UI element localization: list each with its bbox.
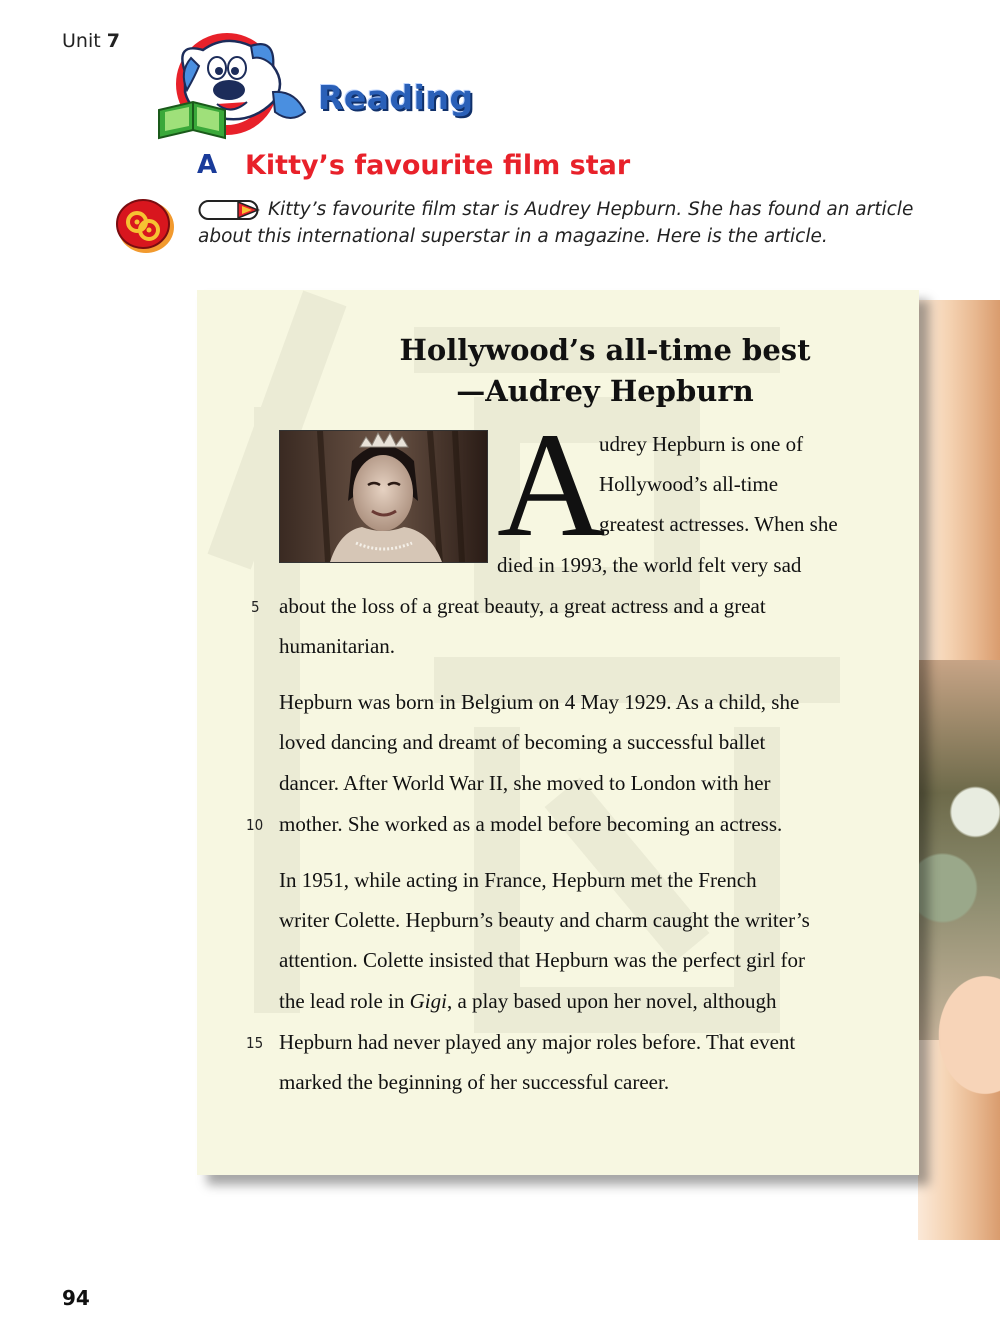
- article-line-14: [279, 989, 776, 1014]
- page-number: 94: [62, 1286, 90, 1310]
- line-number-10: 10: [246, 816, 264, 834]
- article-line-7: Hepburn was born in Belgium on 4 May 1929. As a child, she: [279, 690, 800, 714]
- article-play-title: Gigi: [409, 989, 447, 1013]
- intro-text: [198, 196, 918, 250]
- background-photo: [918, 300, 1000, 1240]
- article-dropcap: A: [497, 402, 606, 568]
- line-number-5: 5: [251, 598, 260, 616]
- article-line-13: attention. Colette insisted that Hepburn was the perfect girl for: [279, 948, 806, 972]
- article-line-5: about the loss of a great beauty, a great actress and a great: [279, 594, 766, 618]
- article-line-1: udrey Hepburn is one of: [599, 432, 804, 456]
- article-line-11: In 1951, while acting in France, Hepburn met the French: [279, 868, 757, 892]
- article-line-10: mother. She worked as a model before becoming an actress.: [279, 812, 783, 836]
- article-title-line-1: Hollywood’s all-time best: [399, 333, 811, 367]
- unit-number: 7: [106, 30, 120, 52]
- cd-icon[interactable]: [113, 196, 175, 254]
- unit-label: [62, 30, 120, 52]
- book-icon: [159, 102, 225, 138]
- article-line-15: Hepburn had never played any major roles before. That event: [279, 1030, 796, 1054]
- audrey-hepburn-photo: [279, 430, 488, 563]
- line-number-15: 15: [246, 1034, 264, 1052]
- article-line-4: died in 1993, the world felt very sad: [497, 553, 802, 577]
- article-line-9: dancer. After World War II, she moved to London with her: [279, 771, 771, 795]
- article-line-16: marked the beginning of her successful career.: [279, 1070, 670, 1094]
- article-line-6: humanitarian.: [279, 634, 396, 658]
- article-line-3: greatest actresses. When she: [599, 512, 838, 536]
- unit-word: Unit: [62, 30, 101, 52]
- article-title-line-2: —Audrey Hepburn: [456, 374, 754, 408]
- article-line-14-end: , a play based upon her novel, although: [446, 989, 777, 1013]
- article-title: [320, 330, 890, 412]
- article-line-8: loved dancing and dreamt of becoming a successful ballet: [279, 730, 766, 754]
- article-line-14-start: the lead role in: [279, 989, 410, 1013]
- article-line-2: Hollywood’s all-time: [599, 472, 779, 496]
- dog-mascot-icon: [155, 32, 315, 142]
- intro-line-1: Kitty’s favourite film star is Audrey Hepburn. She has found an article: [268, 199, 914, 220]
- article-line-12: writer Colette. Hepburn’s beauty and charm caught the writer’s: [279, 908, 810, 932]
- section-title: Kitty’s favourite film star: [245, 150, 631, 181]
- section-letter: A: [197, 150, 218, 180]
- reading-title: Reading: [318, 78, 474, 117]
- intro-line-2: about this international superstar in a magazine. Here is the article.: [198, 226, 828, 247]
